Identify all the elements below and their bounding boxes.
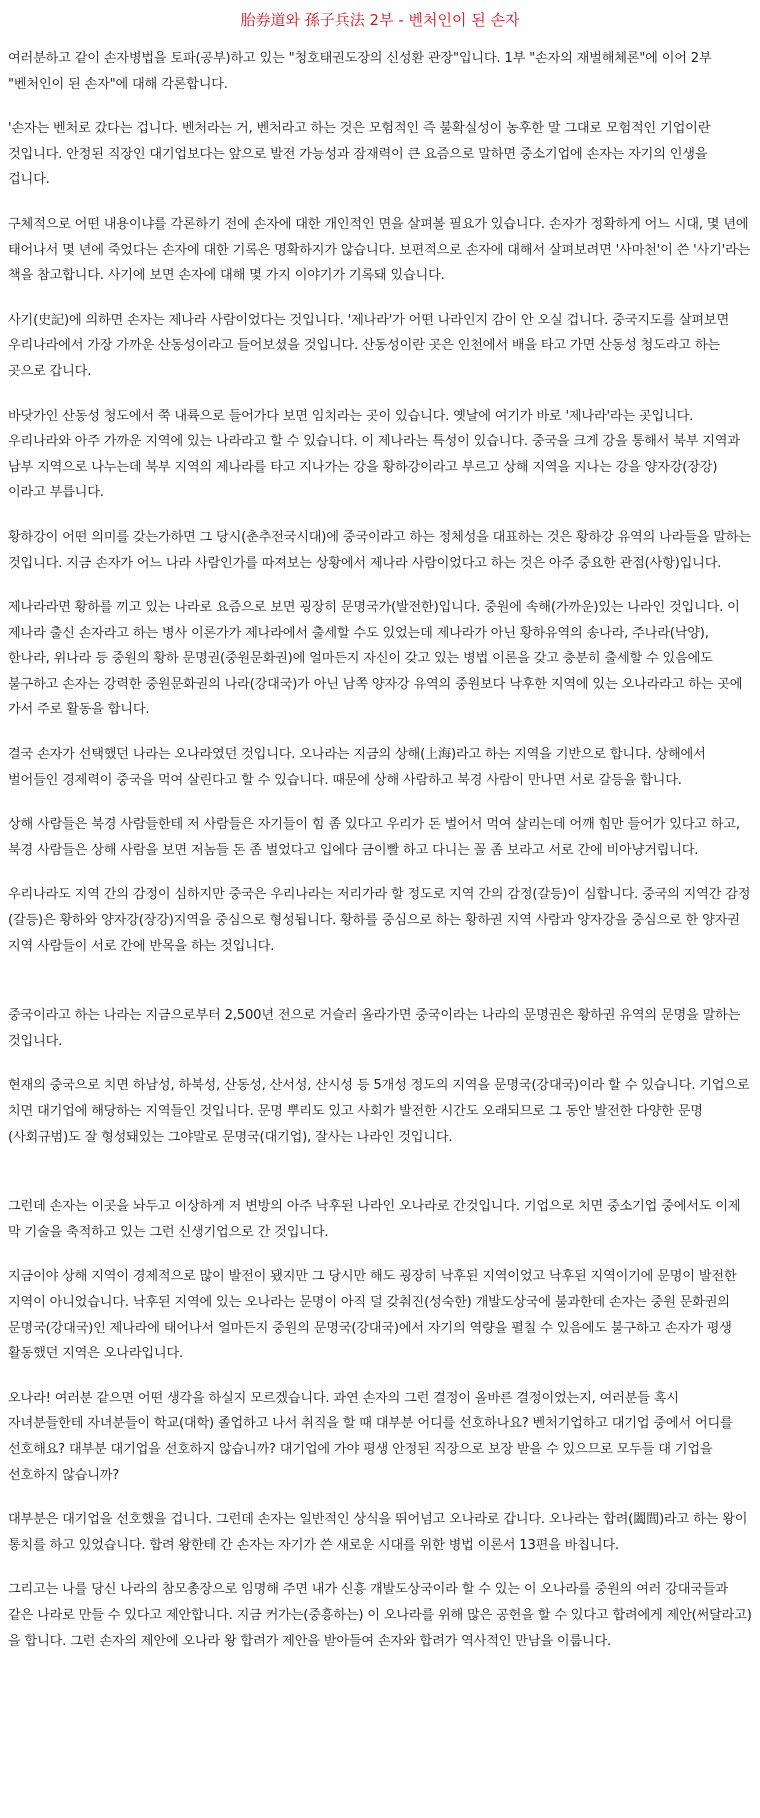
paragraph-spacer [8,97,752,116]
paragraph-15: 오나라! 여러분 같으면 어떤 생각을 하실지 모르겠습니다. 과연 손자의 그런 결정이 올바른 결정이었는지, 여러분들 혹시 자녀분들한테 자녀분들이 학교(대학) 졸업하고 나서 취직을 할 때 대부분 어디를 선호하나요? 벤처기업하고 대기업 중에서 어디를 선호해요? 대부분 대기업을 선호하지 않습니까? 대기업에 가야 평생 안정된 직장으로 보장 받을 수 있으므로 모두들 대 기업을 선호하지 않습니까? [8,1390,733,1483]
paragraph-spacer [8,1488,752,1507]
paragraph-10: 우리나라도 지역 간의 감정이 심하지만 중국은 우리나라는 저리가라 할 정도로 지역 간의 감정(갈등)이 심합니다. 중국의 지역간 감정(갈등)은 황하와 양자강(장강)지역을 중심으로 형성됩니다. 황하를 중심으로 하는 황하권 지역 사람과 양자강을 중심으로 한 양자권 지역 사람들이 서로 간에 반목을 하는 것입니다. [8,887,751,954]
paragraph-spacer [8,1558,752,1577]
paragraph-spacer [8,793,752,812]
paragraph-spacer [8,1054,752,1073]
paragraph-12: 현재의 중국으로 치면 하남성, 하북성, 산동성, 산서성, 산시성 등 5개성 정도의 지역을 문명국(강대국)이라 할 수 있습니다. 기업으로 치면 대기업에 해당하는 지역들인 것입니다. 문명 뿌리도 있고 사회가 발전한 시간도 오래되므로 그 동안 발전한 다양한 문명(사회규범)도 잘 형성돼있는 그야말로 문명국(대기업), 잘사는 나라인 것입니다. [8,1078,750,1145]
paragraph-spacer [8,1245,752,1264]
paragraph-3: 구체적으로 어떤 내용이냐를 각론하기 전에 손자에 대한 개인적인 면을 살펴볼 필요가 있습니다. 손자가 정확하게 어느 시대, 몇 년에 태어나서 몇 년에 죽었다는 손자에 대한 기록은 명확하지가 않습니다. 보편적으로 손자에 대해서 살펴보려면 '사마천'이 쓴 '사기'라는 책을 참고합니다. 사기에 보면 손자에 대해 몇 가지 이야기가 기록돼 있습니다. [8,216,751,284]
paragraph-14: 지금이야 상해 지역이 경제적으로 많이 발전이 됐지만 그 당시만 해도 굉장히 낙후된 지역이었고 낙후된 지역이기에 문명이 발전한 지역이 아니었습니다. 낙후된 지역에 있는 오나라는 문명이 아직 덜 갖춰진(성숙한) 개발도상국에 불과한데 손자는 중원 문화권의 문명국(강대국)인 제나라에 태어나서 얼마든지 중원의 문명국(강대국)에서 자기의 역량을 펼칠 수 있음에도 불구하고 손자가 평생 활동했던 지역은 오나라입니다. [8,1269,737,1362]
paragraph-spacer [8,723,752,742]
paragraph-5: 바닷가인 산동성 청도에서 쭉 내륙으로 들어가다 보면 임치라는 곳이 있습니다. 옛날에 여기가 바로 '제나라'라는 곳입니다. 우리나라와 아주 가까운 지역에 있는 나라라고 할 수 있습니다. 이 제나라는 특성이 있습니다. 중국을 크게 강을 통해서 북부 지역과 남부 지역으로 나누는데 북부 지역의 제나라를 타고 지나가는 강을 황하강이라고 부르고 상해 지역을 지나는 강을 양자강(장강)이라고 부릅니다. [8,408,740,501]
paragraph-4: 사기(史記)에 의하면 손자는 제나라 사람이었다는 것입니다. '제나라'가 어떤 나라인지 감이 안 오실 겁니다. 중국지도를 살펴보면 우리나라에서 가장 가까운 산동성이라고 들어보셨을 것입니다. 산동성이란 곳은 인천에서 배을 타고 가면 산동성 청도라고 하는 곳으로 갑니다. [8,312,729,379]
paragraph-1: 여러분하고 같이 손자병법을 토파(공부)하고 있는 "청호태권도장의 신성환 관장"입니다. 1부 "손자의 재벌해체론"에 이어 2부 "벤처인이 된 손자"에 대해 각론합니다. [8,51,712,92]
paragraph-spacer [8,289,752,308]
paragraph-11: 중국이라고 하는 나라는 지금으로부터 2,500년 전으로 거슬러 올라가면 중국이라는 나라의 문명권은 황하권 유역의 문명을 말하는 것입니다. [8,1008,741,1049]
paragraph-spacer [8,959,752,1003]
paragraph-9: 상해 사람들은 북경 사람들한테 저 사람들은 자기들이 힘 좀 있다고 우리가 돈 벌어서 먹여 살리는데 어깨 힘만 들어가 있다고 하고, 북경 사람들은 상해 사람을 보면 저놈들 돈 좀 벌었다고 입에다 금이빨 하고 다니는 꼴 좀 보라고 서로 간에 비아냥거립니다. [8,817,740,858]
paragraph-13: 그런데 손자는 이곳을 놔두고 이상하게 저 변방의 아주 낙후된 나라인 오나라로 간것입니다. 기업으로 치면 중소기업 중에서도 이제 막 기술을 축적하고 있는 그런 신생기업으로 간 것입니다. [8,1199,741,1240]
paragraph-17: 그리고는 나를 당신 나라의 참모총장으로 임명해 주면 내가 신흥 개발도상국이라 할 수 있는 이 오나라를 중원의 여러 강대국들과 같은 나라로 만들 수 있다고 제안합니다. 지금 커가는(중흥하는) 이 오나라를 위해 많은 공헌을 할 수 있다고 합려에게 제안(써달라고)을 합니다. 그런 손자의 제안에 오나라 왕 합려가 제안을 받아들여 손자와 합려가 역사적인 만남을 이룹니다. [8,1582,752,1649]
paragraph-spacer [8,1150,752,1194]
paragraph-spacer [8,385,752,404]
paragraph-16: 대부분은 대기업을 선호했을 겁니다. 그런데 손자는 일반적인 상식을 뛰어넘고 오나라로 갑니다. 오나라는 합려(闔閭)라고 하는 왕이 통치를 하고 있었습니다. 합려 왕한테 간 손자는 자기가 쓴 새로운 시대를 위한 병법 이론서 13편을 바칩니다. [8,1512,748,1553]
paragraph-7: 제나라라면 황하를 끼고 있는 나라로 요즘으로 보면 굉장히 문명국가(발전한)입니다. 중원에 속해(가까운)있는 나라인 것입니다. 이 제나라 출신 손자라고 하는 병사 이론가가 제나라에서 출세할 수도 있었는데 제나라가 아닌 황하유역의 송나라, 주나라(낙양), 한나라, 위나라 등 중원의 황하 문명권(중원문화권)에 얼마든지 자신이 갖고 있는 병법 이론을 갖고 충분히 출세할 수 있음에도 불구하고 손자는 강력한 중원문화권의 나라(강대국)가 아닌 남쪽 양자강 유역의 중원보다 낙후한 지역에 있는 오나라라고 하는 곳에 가서 주로 활동을 합니다. [8,600,743,718]
paragraph-2: '손자는 벤처로 갔다는 겁니다. 벤처라는 거, 벤처라고 하는 것은 모험적인 즉 불확실성이 농후한 말 그대로 모험적인 기업이란 것입니다. 안정된 직장인 대기업보다는 앞으로 발전 가능성과 잠재력이 큰 요즘으로 말하면 중소기업에 손자는 자기의 인생을 겁니다. [8,121,711,188]
paragraph-8: 결국 손자가 선택했던 나라는 오나라였던 것입니다. 오나라는 지금의 상해(上海)라고 하는 지역을 기반으로 합니다. 상해에서 벌어들인 경제력이 중국을 먹여 살린다고 할 수 있습니다. 때문에 상해 사람하고 북경 사람이 만나면 서로 갈등을 합니다. [8,747,706,788]
article-title: 胎券道와 孫子兵法 2부 - 벤처인이 된 손자 [240,11,520,29]
paragraph-spacer [8,863,752,882]
paragraph-6: 황하강이 어떤 의미를 갖는가하면 그 당시(춘추전국시대)에 중국이라고 하는 정체성을 대표하는 것은 황하강 유역의 나라들을 말하는 것입니다. 지금 손자가 어느 나라 사람인가를 따져보는 상황에서 제나라 사람이었다고 하는 것은 아주 중요한 관점(사항)입니다. [8,529,751,571]
paragraph-spacer [8,193,752,212]
paragraph-spacer [8,576,752,595]
paragraph-spacer [8,1367,752,1386]
paragraph-spacer [8,506,752,525]
